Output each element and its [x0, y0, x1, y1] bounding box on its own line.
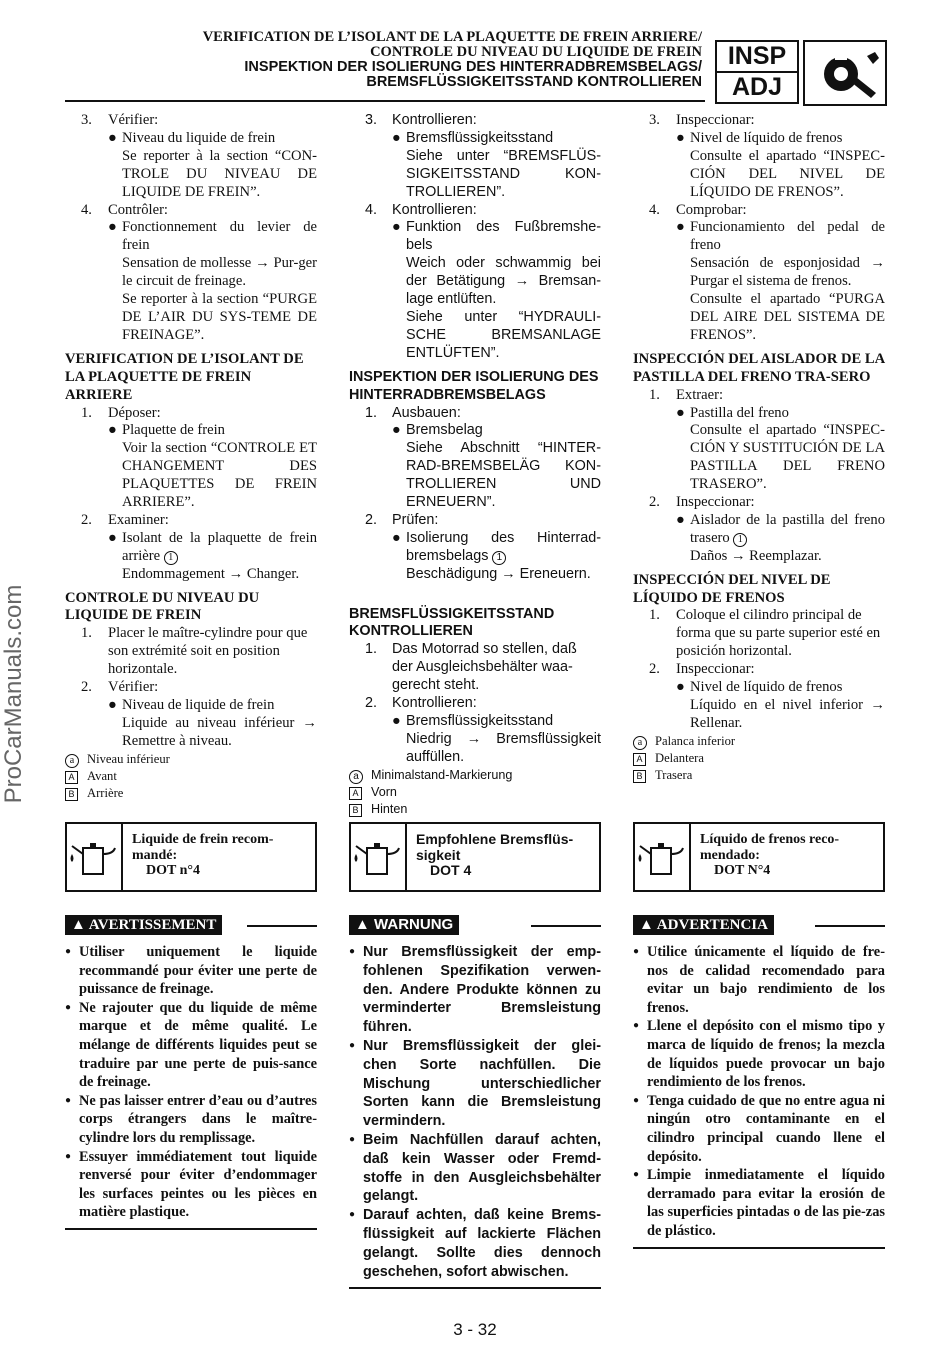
bullet-icon: ●: [676, 679, 685, 696]
step-title: Kontrollieren:: [392, 695, 477, 712]
legend-marker: A: [349, 787, 362, 800]
bullet-detail: Siehe Abschnitt “HINTER-RAD-BREMSBELÄG KON-TROLLIEREN UND ERNEUERN”.: [406, 440, 601, 511]
bullet-detail: Se reporter à la section “CON-TROLE DU NIVEAU DE LIQUIDE DE FREIN”.: [122, 147, 317, 200]
ref-marker: 1: [492, 551, 506, 565]
legend-text: Arrière: [87, 785, 124, 800]
legend-text: Delantera: [655, 750, 704, 765]
legend-marker: B: [349, 804, 362, 817]
step-number: 1.: [649, 386, 660, 403]
spec-label: Empfohlene Bremsflüs-sigkeit: [416, 831, 574, 863]
step-title: Extraer:: [676, 386, 723, 403]
warning-spanish: [633, 915, 885, 1249]
header-line-4: BREMSFLÜSSIGKEITSSTAND KONTROLLIEREN: [366, 74, 702, 90]
step-title: Coloque el cilindro principal de forma que su parte superior esté en posición horizontal.: [676, 607, 881, 660]
step-title: Ausbauen:: [392, 404, 461, 421]
warning-title: WARNUNG: [374, 916, 454, 933]
bullet-detail: Siehe unter “BREMSFLÜS-SIGKEITSSTAND KON-TROLLIEREN”.: [406, 147, 601, 200]
warning-title: ADVERTENCIA: [656, 917, 768, 933]
bullet-icon: ●: [676, 219, 685, 236]
warning-item: ● Utiliser uniquement le liquide recommandé pour éviter une perte de puissance de freinage.: [65, 943, 317, 999]
legend-marker: A: [633, 753, 646, 766]
warning-item: ● Utilice únicamente el líquido de fre-nos de calidad recomendado para evitar un bajo rendimiento de los frenos.: [633, 943, 885, 1017]
header-line-1: VERIFICATION DE L’ISOLANT DE LA PLAQUETTE DE FREIN ARRIERE/: [202, 29, 702, 45]
bullet-detail: Sensation de mollesse → Pur-ger le circuit de freinage.: [122, 255, 317, 290]
legend-marker: a: [633, 736, 647, 750]
bullet-detail: Consulte el apartado “INSPEC-CIÓN Y SUSTITUCIÓN DE LA PASTILLA DEL FRENO TRASERO”.: [690, 422, 885, 493]
step-title: Vérifier:: [108, 679, 159, 696]
bullet-icon: ●: [392, 529, 401, 546]
section-heading: VERIFICATION DE L’ISOLANT DE LA PLAQUETTE DE FREIN ARRIERE: [65, 350, 304, 403]
bullet-text: Funcionamiento del pedal de freno: [690, 219, 885, 254]
step-number: 1.: [81, 625, 92, 642]
section-heading: INSPECCIÓN DEL AISLADOR DE LA PASTILLA DEL FRENO TRA-SERO: [633, 350, 885, 385]
ref-marker: 1: [164, 551, 178, 565]
step-number: 4.: [365, 201, 378, 218]
ref-marker: 1: [733, 533, 747, 547]
bullet-text: Plaquette de frein: [122, 422, 225, 439]
warning-item: ● Tenga cuidado de que no entre agua ni ningún otro contaminante en el cilindro principal cuando llene el depósito.: [633, 1092, 885, 1166]
bullet-icon: ●: [108, 529, 117, 546]
step-number: 2.: [649, 494, 660, 511]
warning-badge: [65, 915, 222, 935]
column-spanish: [633, 112, 885, 784]
spec-box-german: [349, 822, 601, 892]
insp-adj-badge: [715, 40, 799, 104]
warning-item: ● Ne rajouter que du liquide de même marque et de même qualité. Le mélange de différents liquides peut se traduire par une perte de puis-sance de freinage.: [65, 999, 317, 1092]
step-number: 2.: [649, 661, 660, 678]
bullet-text: Bremsbelag: [406, 422, 483, 439]
bullet-text: Funktion des Fußbremshe-bels: [406, 219, 601, 254]
step-number: 4.: [81, 201, 92, 218]
section-heading: INSPECCIÓN DEL NIVEL DE LÍQUIDO DE FRENOS: [633, 571, 831, 606]
legend-marker: A: [65, 771, 78, 784]
bullet-text: Isolant de la plaquette de frein arrière: [122, 529, 317, 564]
header-line-2: CONTROLE DU NIVEAU DU LIQUIDE DE FREIN: [370, 44, 702, 60]
legend-text: Avant: [87, 768, 117, 783]
step-title: Das Motorrad so stellen, daß der Ausgleichsbehälter waa-gerecht steht.: [392, 641, 577, 694]
section-heading: BREMSFLÜSSIGKEITSSTAND KONTROLLIEREN: [349, 605, 555, 640]
step-number: 1.: [649, 607, 660, 624]
step-number: 2.: [365, 695, 378, 712]
legend-marker: a: [349, 770, 363, 784]
badge-adj: ADJ: [731, 73, 782, 101]
bullet-text: Nivel de líquido de frenos: [690, 679, 843, 696]
oil-can-icon: [635, 824, 691, 890]
bullet-detail: Weich oder schwammig bei der Betätigung → Bremsan-lage entlüften.: [406, 255, 601, 308]
step-number: 1.: [81, 404, 92, 421]
step-title: Kontrollieren:: [392, 112, 477, 128]
step-number: 3.: [649, 112, 660, 128]
section-heading: INSPEKTION DER ISOLIERUNG DES HINTERRADBREMSBELAGS: [349, 368, 599, 403]
step-number: 2.: [365, 511, 378, 528]
bullet-icon: ●: [392, 422, 401, 439]
warning-item: ● Darauf achten, daß keine Brems-flüssigkeit auf lackierte Flächen gelangt. Sollte dies dennoch geschehen, sofort abwischen.: [349, 1206, 601, 1281]
bullet-icon: ●: [108, 697, 117, 713]
step-number: 4.: [649, 201, 660, 218]
legend-marker: B: [633, 770, 646, 783]
legend-text: Hinten: [371, 801, 408, 816]
warning-icon: ▲: [639, 917, 654, 933]
bullet-icon: ●: [392, 219, 401, 236]
step-number: 2.: [81, 511, 92, 528]
warning-item: ● Limpie inmediatamente el líquido derramado para evitar la erosión de las superficies pintadas o de las pie-zas de plástico.: [633, 1166, 885, 1240]
warning-item: ● Ne pas laisser entrer d’eau ou d’autres corps étrangers dans le maître-cylindre lors du remplissage.: [65, 1092, 317, 1148]
bullet-detail: Voir la section “CONTROLE ET CHANGEMENT DES PLAQUETTES DE FREIN ARRIERE”.: [122, 440, 317, 511]
step-number: 1.: [365, 641, 378, 658]
legend: [633, 733, 885, 784]
bullet-text: Fonctionnement du levier de frein: [122, 219, 317, 254]
step-title: Inspeccionar:: [676, 661, 755, 678]
bullet-text: Isolierung des Hinterrad-bremsbelags: [406, 529, 601, 564]
step-title: Examiner:: [108, 511, 169, 528]
oil-can-icon: [351, 824, 407, 890]
warning-title: AVERTISSEMENT: [88, 917, 217, 933]
bullet-detail: Sensación de esponjosidad → Purgar el sistema de frenos.: [690, 255, 885, 290]
warning-item: ● Nur Bremsflüssigkeit der glei-chen Sorte nachfüllen. Die Mischung unterschiedlicher Sorten kann die Bremsleistung vermindern.: [349, 1037, 601, 1131]
step-title: Déposer:: [108, 404, 161, 421]
warning-item: ● Essuyer immédiatement tout liquide renversé pour éviter d’endommager les surfaces peintes ou les pièces en matière plastique.: [65, 1148, 317, 1222]
bullet-icon: ●: [676, 129, 685, 146]
bullet-icon: ●: [392, 129, 401, 146]
page-header: [62, 30, 702, 90]
legend-text: Minimalstand-Markierung: [371, 767, 513, 782]
bullet-icon: ●: [108, 129, 117, 146]
bullet-icon: ●: [676, 404, 685, 421]
step-title: Comprobar:: [676, 201, 747, 218]
step-number: 3.: [81, 112, 92, 128]
bullet-text: Pastilla del freno: [690, 404, 789, 421]
header-line-3: INSPEKTION DER ISOLIERUNG DES HINTERRADBREMSBELAGS/: [244, 59, 702, 75]
bullet-detail: Consulte el apartado “PURGA DEL AIRE DEL SISTEMA DE FRENOS”.: [690, 291, 885, 343]
bullet-text: Bremsflüssigkeitsstand: [406, 713, 554, 729]
bullet-detail: Daños → Reemplazar.: [690, 547, 822, 564]
bullet-text: Nivel de líquido de frenos: [690, 129, 843, 146]
bullet-detail: Beschädigung → Ereneuern.: [406, 565, 591, 582]
bullet-text: Bremsflüssigkeitsstand: [406, 129, 554, 146]
bullet-detail: Consulte el apartado “INSPEC-CIÓN DEL NIVEL DE LÍQUIDO DE FRENOS”.: [690, 147, 885, 200]
step-number: 3.: [365, 112, 378, 128]
legend-text: Trasera: [655, 767, 693, 782]
legend-text: Vorn: [371, 784, 397, 799]
spec-box-french: [65, 822, 317, 892]
wrench-icon: [803, 40, 887, 106]
bullet-text: Niveau du liquide de frein: [122, 129, 276, 146]
warning-icon: ▲: [355, 916, 370, 933]
bullet-detail: Liquide au niveau inférieur → Remettre à niveau.: [122, 714, 317, 749]
warning-badge: [349, 915, 459, 935]
bullet-text: Aislador de la pastilla del freno trasero: [690, 511, 885, 546]
step-title: Prüfen:: [392, 511, 439, 528]
step-title: Inspeccionar:: [676, 112, 755, 128]
column-german: [349, 112, 601, 818]
bullet-icon: ●: [676, 511, 685, 528]
section-heading: CONTROLE DU NIVEAU DU LIQUIDE DE FREIN: [65, 589, 260, 624]
spec-label: Líquido de frenos reco-mendado:: [700, 832, 840, 863]
bullet-detail: Siehe unter “HYDRAULI-SCHE BREMSANLAGE ENTLÜFTEN”.: [406, 308, 601, 361]
warning-item: ● Llene el depósito con el mismo tipo y marca de líquido de frenos; la mezcla de líquidos puede provocar un bajo rendimiento de los frenos.: [633, 1017, 885, 1091]
warning-french: [65, 915, 317, 1230]
legend-text: Palanca inferior: [655, 733, 736, 748]
warning-german: [349, 915, 601, 1289]
spec-value: DOT 4: [430, 862, 472, 878]
legend: [349, 767, 601, 818]
header-rule: [65, 100, 705, 102]
warning-badge: [633, 915, 774, 935]
step-title: Inspeccionar:: [676, 494, 755, 511]
bullet-icon: ●: [392, 713, 401, 729]
spec-value: DOT N°4: [714, 863, 771, 878]
legend-marker: B: [65, 788, 78, 801]
oil-can-icon: [67, 824, 123, 890]
bullet-text: Niveau de liquide de frein: [122, 697, 275, 713]
spec-value: DOT n°4: [146, 863, 200, 878]
page-number: 3 - 32: [453, 1320, 497, 1339]
legend-marker: a: [65, 754, 79, 768]
column-french: [65, 112, 317, 802]
bullet-detail: Niedrig → Bremsflüssigkeit auffüllen.: [406, 730, 601, 765]
spec-box-spanish: [633, 822, 885, 892]
bullet-detail: Endommagement → Changer.: [122, 565, 300, 582]
legend: [65, 751, 317, 802]
step-number: 2.: [81, 679, 92, 696]
step-title: Kontrollieren:: [392, 201, 477, 218]
watermark: ProCarManuals.com: [0, 584, 27, 804]
step-number: 1.: [365, 404, 378, 421]
badge-insp: INSP: [717, 42, 797, 73]
bullet-detail: Líquido en el nivel inferior → Rellenar.: [690, 697, 885, 731]
step-title: Placer le maître-cylindre pour que son extrémité soit en position horizontale.: [108, 625, 308, 678]
spec-label: Liquide de frein recom-mandé:: [132, 832, 274, 863]
step-title: Vérifier:: [108, 112, 159, 128]
bullet-detail: Se reporter à la section “PURGE DE L’AIR DU SYS-TEME DE FREINAGE”.: [122, 291, 317, 343]
bullet-icon: ●: [108, 422, 117, 439]
warning-item: ● Beim Nachfüllen darauf achten, daß kein Wasser oder Fremd-stoffe in den Ausgleichsbehälter gelangt.: [349, 1131, 601, 1206]
legend-text: Niveau inférieur: [87, 751, 170, 766]
warning-icon: ▲: [71, 917, 86, 933]
warning-item: ● Nur Bremsflüssigkeit der emp-fohlenen Spezifikation verwen-den. Andere Produkte können zu verminderter Bremsleistung führen.: [349, 943, 601, 1037]
bullet-icon: ●: [108, 219, 117, 236]
step-title: Contrôler:: [108, 201, 168, 218]
